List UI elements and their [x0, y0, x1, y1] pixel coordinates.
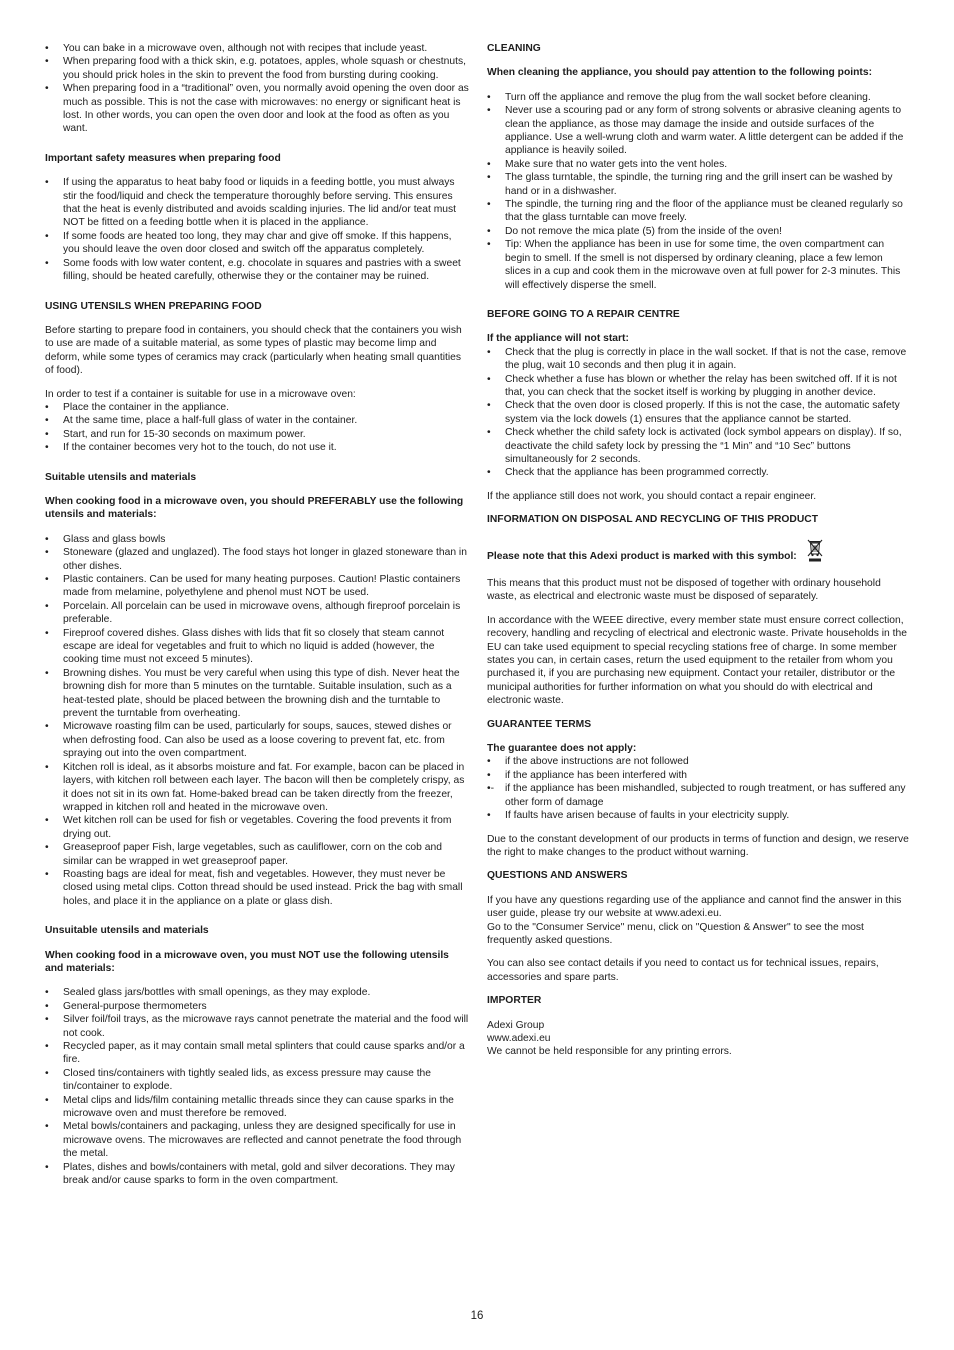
list-item: • Do not remove the mica plate (5) from the inside of the oven! — [487, 225, 911, 238]
importer-name: Adexi Group — [487, 1019, 545, 1031]
list-item: • Kitchen roll is ideal, as it absorbs moisture and fat. For example, bacon can be placed in layers, with kitchen roll between each layer. The bacon will then be completely crispy, as it does not sit in its own fat. Home-baked bread can be taken directly from the freezer, wrapped in kitchen roll and heated in the microwave oven. — [45, 761, 470, 815]
list-item: • Never use a scouring pad or any form of strong solvents or abrasive cleaning agents to clean the appliance, as those may damage the inside and outside surfaces of the appliance. Use a well-wrung cloth and warm water. A little detergent can be added if the appliance is heavily soiled. — [487, 104, 911, 158]
repair-list — [487, 346, 911, 480]
safety-list — [45, 176, 470, 283]
printing-disclaimer: We cannot be held responsible for any printing errors. — [487, 1046, 732, 1058]
qa-paragraph-1-line-2: Go to the "Consumer Service" menu, click on "Question & Answer" to see the most frequently asked questions. — [487, 921, 864, 946]
list-item: • Glass and glass bowls — [45, 533, 470, 546]
list-item: • Start, and run for 15-30 seconds on maximum power. — [45, 428, 470, 441]
list-item: • Check whether the child safety lock is activated (lock symbol appears on display). If so, deactivate the child safety lock by pressing the “1 Min” and “10 Sec” buttons simultaneously for 2 seconds. — [487, 426, 911, 466]
page-number: 16 — [470, 1310, 484, 1322]
qa-paragraph-2: You can also see contact details if you need to contact us for technical issues, repairs, accessories and spare parts. — [487, 958, 879, 983]
list-item: • Stoneware (glazed and unglazed). The food stays hot longer in glazed stoneware than in other dishes. — [45, 546, 470, 573]
list-item: • Metal clips and lids/film containing metallic threads since they can cause sparks in the microwave oven and must therefore be removed. — [45, 1094, 470, 1121]
list-item: • Metal bowls/containers and packaging, unless they are designed specifically for use in microwave ovens. The microwaves are reflected and cannot penetrate the food through the metal. — [45, 1120, 470, 1160]
list-item: • Place the container in the appliance. — [45, 401, 470, 414]
list-item: • Check that the plug is correctly in place in the wall socket. If that is not the case, remove the plug, wait 10 seconds and then plug it in again. — [487, 346, 911, 373]
list-item: • Make sure that no water gets into the vent holes. — [487, 158, 911, 171]
repair-lead: If the appliance will not start: — [487, 333, 629, 345]
importer-website[interactable]: www.adexi.eu — [487, 1032, 551, 1044]
list-item: • Turn off the appliance and remove the plug from the wall socket before cleaning. — [487, 91, 911, 104]
list-item: •- if the appliance has been mishandled, subjected to rough treatment, or has suffered any other form of damage — [487, 782, 911, 809]
test-intro: In order to test if a container is suitable for use in a microwave oven: — [45, 388, 356, 400]
list-item: • Microwave roasting film can be used, particularly for soups, sauces, stewed dishes or when defrosting food. Can also be used as a loose covering to prevent fat, etc. from spraying out into the oven compartment. — [45, 720, 470, 760]
list-item: • If faults have arisen because of faults in your electricity supply. — [487, 809, 911, 822]
list-item: • Roasting bags are ideal for meat, fish and vegetables. However, they must never be closed using metal clips. Cotton thread should be used instead. Prick the bag with small holes, and place it in the appliance on a plate or glass dish. — [45, 868, 470, 908]
list-item: • The spindle, the turning ring and the floor of the appliance must be cleaned regularly so that the glass turntable can move freely. — [487, 198, 911, 225]
disposal-lead-row — [487, 538, 911, 566]
list-item: • Check that the oven door is closed properly. If this is not the case, the automatic safety system via the lock dowels (1) ensures that the appliance cannot be started. — [487, 399, 911, 426]
disposal-paragraph-1: This means that this product must not be disposed of together with ordinary household waste, as electrical and electronic waste must be disposed of separately. — [487, 578, 881, 603]
list-item: • Plastic containers. Can be used for many heating purposes. Caution! Plastic containers made from melamine, polyethylene and phenol must NOT be used. — [45, 573, 470, 600]
test-list — [45, 401, 470, 455]
qa-paragraph-1-line-1: If you have any questions regarding use of the appliance and cannot find the answer in this user guide, please try our website at www.adexi.eu. — [487, 894, 902, 920]
list-item: • When preparing food in a “traditional” oven, you normally avoid opening the oven door as much as possible. This is not the case with microwaves: no energy or significant heat is lost. In other words, you can open the oven door and look at the food as often as you want. — [45, 82, 470, 136]
cleaning-lead: When cleaning the appliance, you should pay attention to the following points: — [487, 67, 872, 79]
repair-heading: BEFORE GOING TO A REPAIR CENTRE — [487, 308, 680, 320]
utensils-paragraph: Before starting to prepare food in containers, you should check that the containers you wish to use are made of a suitable material, as some types of plastic may become limp and deform, while some types of ceramics may crack (particularly when heating small quantities of food). — [45, 324, 462, 377]
list-item: • Recycled paper, as it may contain small metal splinters that could cause sparks and/or a fire. — [45, 1040, 470, 1067]
guarantee-lead: The guarantee does not apply: — [487, 743, 637, 755]
list-item: • Closed tins/containers with tightly sealed lids, as excess pressure may cause the tin/container to explode. — [45, 1067, 470, 1094]
list-item: • if the appliance has been interfered with — [487, 769, 911, 782]
list-item: • Sealed glass jars/bottles with small openings, as they may explode. — [45, 986, 470, 999]
list-item: • If using the apparatus to heat baby food or liquids in a feeding bottle, you must always stir the food/liquid and check the temperature thoroughly before serving. This ensures that the heat is evenly distributed and avoids scalding injuries. The lid and/or teat must NOT be fitted on a feeding bottle when it is placed in the appliance. — [45, 176, 470, 230]
list-item: • Silver foil/foil trays, as the microwave rays cannot penetrate the material and the food will not cook. — [45, 1013, 470, 1040]
list-item: • The glass turntable, the spindle, the turning ring and the grill insert can be washed by hand or in a dishwasher. — [487, 171, 911, 198]
disposal-heading: INFORMATION ON DISPOSAL AND RECYCLING OF THIS PRODUCT — [487, 514, 819, 526]
suitable-lead: When cooking food in a microwave oven, you should PREFERABLY use the following utensils and materials: — [45, 495, 464, 521]
unsuitable-heading: Unsuitable utensils and materials — [45, 925, 209, 937]
list-item: • At the same time, place a half-full glass of water in the container. — [45, 414, 470, 427]
guarantee-list — [487, 755, 911, 822]
cleaning-heading: CLEANING — [487, 43, 541, 54]
list-item: • if the above instructions are not followed — [487, 755, 911, 768]
suitable-heading: Suitable utensils and materials — [45, 471, 197, 483]
list-item: • Some foods with low water content, e.g. chocolate in squares and pastries with a sweet filling, should be heated carefully, otherwise they or the container may be ruined. — [45, 257, 470, 284]
importer-heading: IMPORTER — [487, 995, 542, 1007]
guarantee-heading: GUARANTEE TERMS — [487, 718, 592, 730]
list-item: • Browning dishes. You must be very careful when using this type of dish. Never heat the browning dish for more than 5 minutes on the turntable. Suitable insulation, such as a heat-tested plate, should be placed between the browning dish and the turntable to prevent the turntable from overheating. — [45, 667, 470, 721]
list-item: • Plates, dishes and bowls/containers with metal, gold and silver decorations. They may break and/or cause sparks to form in the oven compartment. — [45, 1161, 470, 1188]
crossed-out-wheelie-bin-icon — [806, 538, 824, 566]
repair-closing: If the appliance still does not work, you should contact a repair engineer. — [487, 490, 817, 502]
suitable-list — [45, 533, 470, 908]
safety-heading: Important safety measures when preparing food — [45, 152, 281, 164]
list-item: • Tip: When the appliance has been in use for some time, the oven compartment can begin to smell. If the smell is not dispersed by ordinary cleaning, place a few lemon slices in a cup and cook them in the microwave oven at full power for 2-3 minutes. This will effectively disperse the smell. — [487, 238, 911, 292]
list-item: • When preparing food with a thick skin, e.g. potatoes, apples, whole squash or chestnuts, you should prick holes in the skin to prevent the food from bursting during cooking. — [45, 55, 470, 82]
unsuitable-list — [45, 986, 470, 1187]
qa-heading: QUESTIONS AND ANSWERS — [487, 870, 628, 882]
disposal-paragraph-2: In accordance with the WEEE directive, every member state must ensure correct collection, recovery, handling and recycling of electrical and electronic waste. Private households in the EU can take used equipment to special recycling stations free of charge. In some member states you can, in certain cases, return the used equipment to the retailer from whom you purchased it, if you are purchasing new equipment. Contact your retailer, distributor or the municipal authorities for further information on what you should do with electrical and electronic waste. — [487, 614, 907, 707]
list-item: • Wet kitchen roll can be used for fish or vegetables. Covering the food prevents it from drying out. — [45, 814, 470, 841]
cleaning-list — [487, 91, 911, 292]
list-item: • Check that the appliance has been programmed correctly. — [487, 466, 911, 479]
unsuitable-lead: When cooking food in a microwave oven, you must NOT use the following utensils and materials: — [45, 949, 449, 974]
list-item: • Greaseproof paper Fish, large vegetables, such as cauliflower, corn on the cob and similar can be wrapped in wet greaseproof paper. — [45, 841, 470, 868]
left-column — [45, 42, 470, 1197]
list-item: • Fireproof covered dishes. Glass dishes with lids that fit so closely that steam cannot escape are ideal for vegetables and fruit to which no liquid is added (however, the cooking time must not exceed 5 minutes). — [45, 627, 470, 667]
list-item: • Check whether a fuse has blown or whether the relay has been switched off. If it is not that, you can check that the socket itself is working by plugging in another device. — [487, 373, 911, 400]
intro-list — [45, 42, 470, 136]
list-item: • If some foods are heated too long, they may char and give off smoke. If this happens, you should leave the oven door closed and switch off the apparatus completely. — [45, 230, 470, 257]
list-item: • If the container becomes very hot to the touch, do not use it. — [45, 441, 470, 454]
right-column — [487, 42, 911, 1059]
list-item: • Porcelain. All porcelain can be used in microwave ovens, although fireproof porcelain is preferable. — [45, 600, 470, 627]
guarantee-closing: Due to the constant development of our products in terms of function and design, we reserve the right to make changes to the product without warning. — [487, 833, 909, 858]
list-item: • General-purpose thermometers — [45, 1000, 470, 1013]
disposal-lead: Please note that this Adexi product is marked with this symbol: — [487, 550, 797, 562]
utensils-heading: USING UTENSILS WHEN PREPARING FOOD — [45, 300, 262, 312]
list-item: • You can bake in a microwave oven, although not with recipes that include yeast. — [45, 42, 470, 55]
